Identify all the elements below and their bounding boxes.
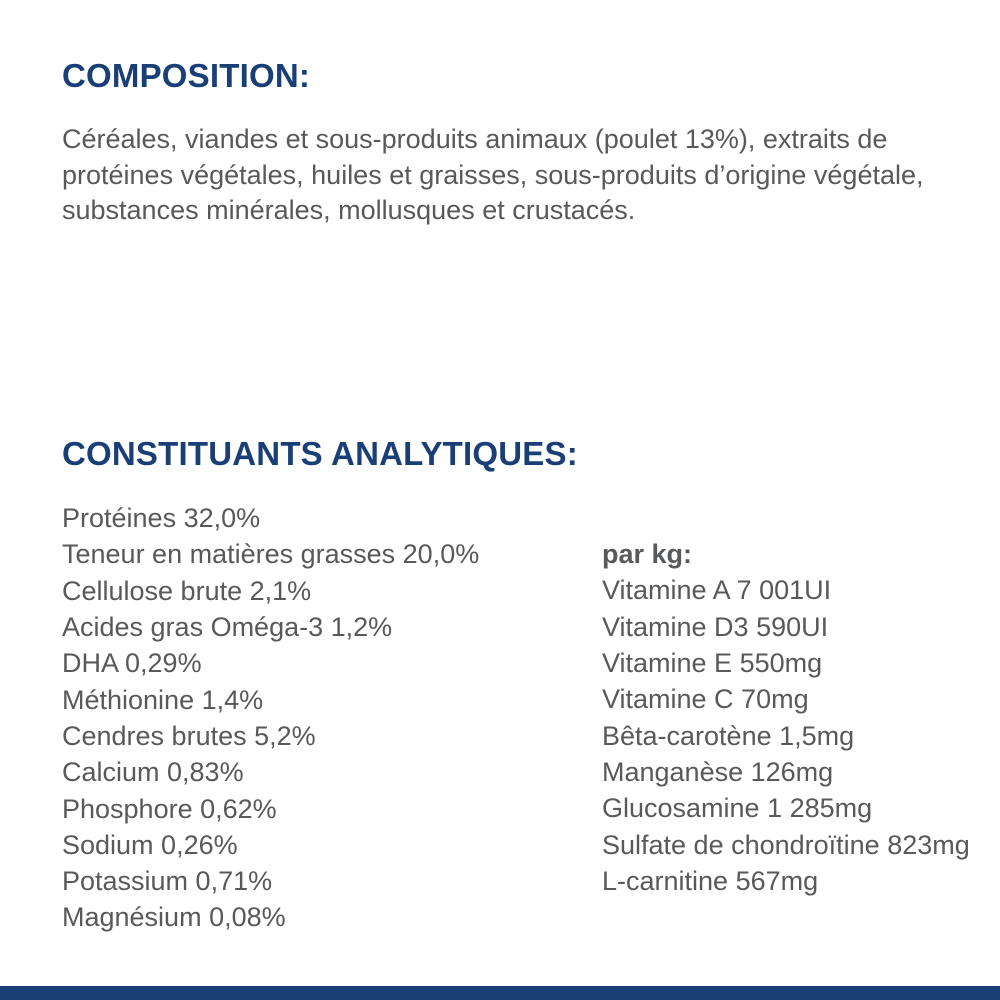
list-item: Vitamine A 7 001UI (602, 575, 832, 606)
list-item: Méthionine 1,4% (62, 684, 264, 715)
nutrients-column (62, 500, 602, 936)
per-kg-label: par kg: (602, 539, 693, 569)
list-item: Cellulose brute 2,1% (62, 575, 312, 606)
list-item: L-carnitine 567mg (602, 865, 819, 896)
analytical-columns (62, 500, 982, 936)
list-item: Bêta-carotène 1,5mg (602, 720, 855, 751)
list-item: Sodium 0,26% (62, 829, 238, 860)
list-item: Vitamine D3 590UI (602, 611, 829, 642)
list-item: Calcium 0,83% (62, 757, 244, 788)
composition-text: Céréales, viandes et sous-produits animaux (poulet 13%), extraits de protéines végétales, huiles et graisses, sous-produits d’origine végétale, substances minérales, mollusques et crustacés. (62, 124, 924, 226)
list-item: Magnésium 0,08% (62, 902, 286, 933)
list-item: Acides gras Oméga-3 1,2% (62, 611, 393, 642)
bottom-accent-bar (0, 986, 1000, 1000)
list-item: Vitamine C 70mg (602, 684, 809, 715)
list-item: Teneur en matières grasses 20,0% (62, 539, 480, 570)
list-item: Glucosamine 1 285mg (602, 793, 873, 824)
vitamins-column (602, 500, 982, 899)
list-item: Cendres brutes 5,2% (62, 720, 316, 751)
list-item: Protéines 32,0% (62, 503, 261, 533)
list-item: Manganèse 126mg (602, 756, 834, 787)
list-item: Vitamine E 550mg (602, 647, 823, 678)
list-item: Sulfate de chondroïtine 823mg (602, 829, 970, 860)
column-offset-spacer (602, 500, 982, 536)
list-item: Potassium 0,71% (62, 866, 273, 897)
analytical-constituents-heading: CONSTITUANTS ANALYTIQUES: (62, 435, 578, 472)
list-item: Phosphore 0,62% (62, 793, 277, 824)
composition-heading: COMPOSITION: (62, 57, 311, 94)
list-item: DHA 0,29% (62, 648, 202, 679)
